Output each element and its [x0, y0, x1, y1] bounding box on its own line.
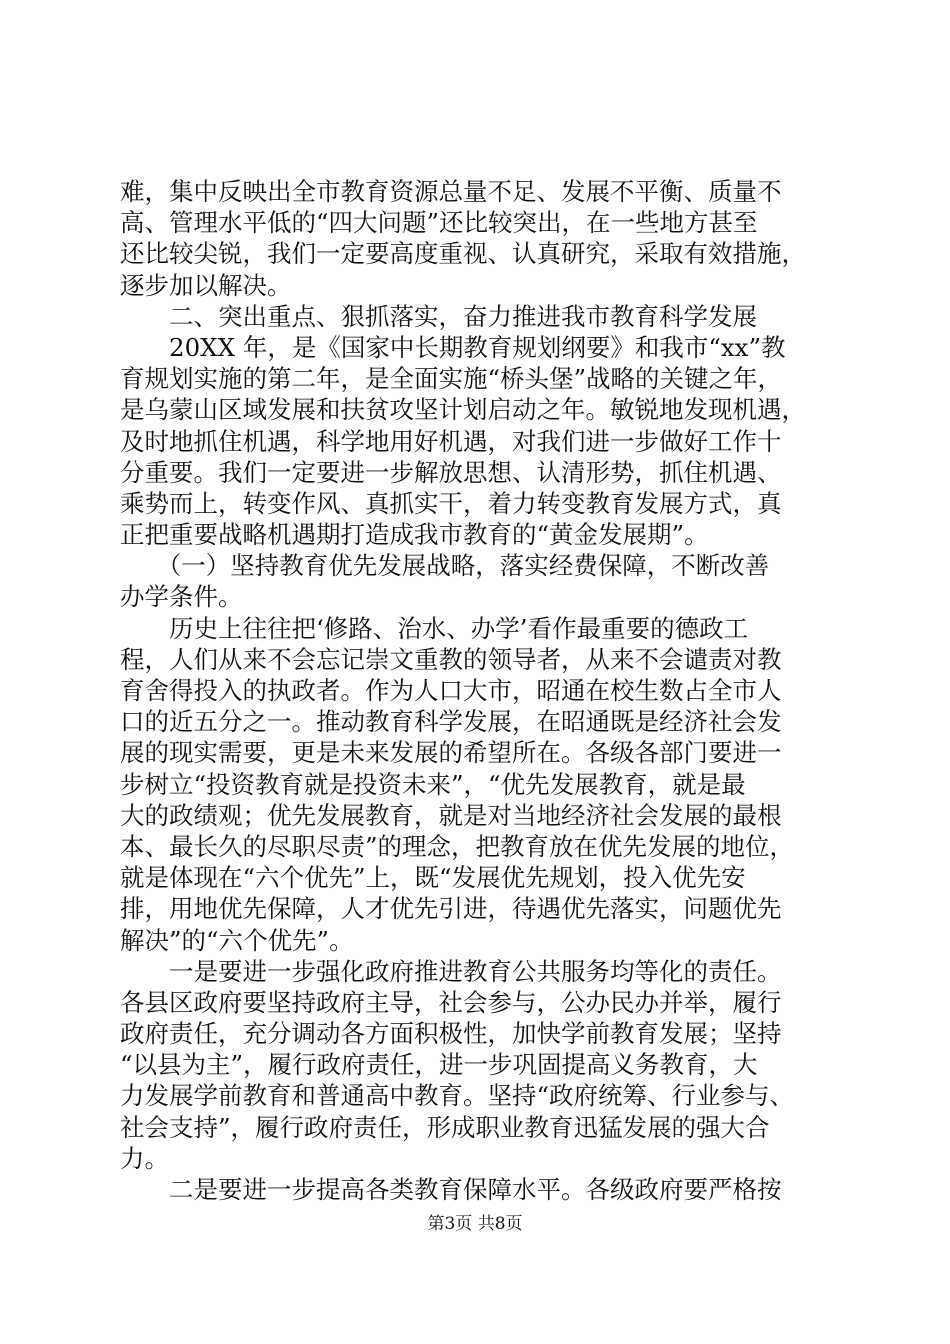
text-line: 就是体现在“六个优先”上，既“发展优先规划，投入优先安	[120, 863, 746, 893]
text-line: 正把重要战略机遇期打造成我市教育的“黄金发展期”。	[120, 520, 709, 550]
text-line: 一是要进一步强化政府推进教育公共服务均等化的责任。	[120, 956, 782, 986]
text-line: 程，人们从来不会忘记崇文重教的领导者，从来不会谴责对教	[120, 644, 782, 674]
text-line: 育规划实施的第二年，是全面实施“桥头堡”战略的关键之年，	[120, 364, 783, 394]
text-line: “以县为主”，履行政府责任，进一步巩固提高义务教育，大	[120, 1050, 758, 1080]
text-line: 社会支持”，履行政府责任，形成职业教育迅猛发展的强大合	[120, 1112, 770, 1142]
text-line: 政府责任，充分调动各方面积极性，加快学前教育发展；坚持	[120, 1019, 782, 1049]
text-line: 分重要。我们一定要进一步解放思想、认清形势，抓住机遇、	[120, 457, 782, 487]
text-line: 逐步加以解决。	[120, 270, 292, 300]
text-line: 二是要进一步提高各类教育保障水平。各级政府要严格按	[120, 1175, 782, 1204]
text-line: 还比较尖锐，我们一定要高度重视、认真研究，采取有效措施，	[120, 239, 806, 269]
text-line: 展的现实需要，更是未来发展的希望所在。各级各部门要进一	[120, 738, 782, 768]
subsection-heading: （一）坚持教育优先发展战略，落实经费保障，不断改善	[120, 551, 770, 581]
text-line: 步树立“投资教育就是投资未来”，“优先发展教育，就是最	[120, 769, 746, 799]
page-footer	[0, 1212, 950, 1236]
text-line: 解决”的“六个优先”。	[120, 925, 354, 955]
text-line: 及时地抓住机遇，科学地用好机遇，对我们进一步做好工作十	[120, 426, 782, 456]
text-line: 20XX 年，是《国家中长期教育规划纲要》和我市“xx”教	[120, 332, 786, 362]
text-line: 排，用地优先保障，人才优先引进，待遇优先落实，问题优先	[120, 894, 782, 924]
text-line: 力发展学前教育和普通高中教育。坚持“政府统筹、行业参与、	[120, 1081, 795, 1111]
text-line: 是乌蒙山区域发展和扶贫攻坚计划启动之年。敏锐地发现机遇，	[120, 395, 806, 425]
text-line: 本、最长久的尽职尽责”的理念，把教育放在优先发展的地位，	[120, 831, 795, 861]
text-line: 历史上往往把‘修路、治水、办学’看作最重要的德政工	[120, 613, 749, 643]
text-line: 高、管理水平低的“四大问题”还比较突出，在一些地方甚至	[120, 208, 758, 238]
text-line: 口的近五分之一。推动教育科学发展，在昭通既是经济社会发	[120, 707, 782, 737]
text-line: 乘势而上，转变作风、真抓实干，着力转变教育发展方式，真	[120, 488, 782, 518]
text-line: 力。	[120, 1143, 169, 1173]
text-line: 育舍得投入的执政者。作为人口大市，昭通在校生数占全市人	[120, 676, 782, 705]
section-heading: 二、突出重点、狠抓落实，奋力推进我市教育科学发展	[120, 301, 757, 331]
text-line: 大的政绩观；优先发展教育，就是对当地经济社会发展的最根	[120, 800, 782, 830]
text-line: 各县区政府要坚持政府主导，社会参与，公办民办并举，履行	[120, 987, 782, 1017]
text-line: 办学条件。	[120, 582, 243, 612]
page-number: 第3页 共8页	[427, 1214, 523, 1234]
text-line: 难，集中反映出全市教育资源总量不足、发展不平衡、质量不	[120, 177, 782, 206]
body-text	[120, 176, 832, 1205]
